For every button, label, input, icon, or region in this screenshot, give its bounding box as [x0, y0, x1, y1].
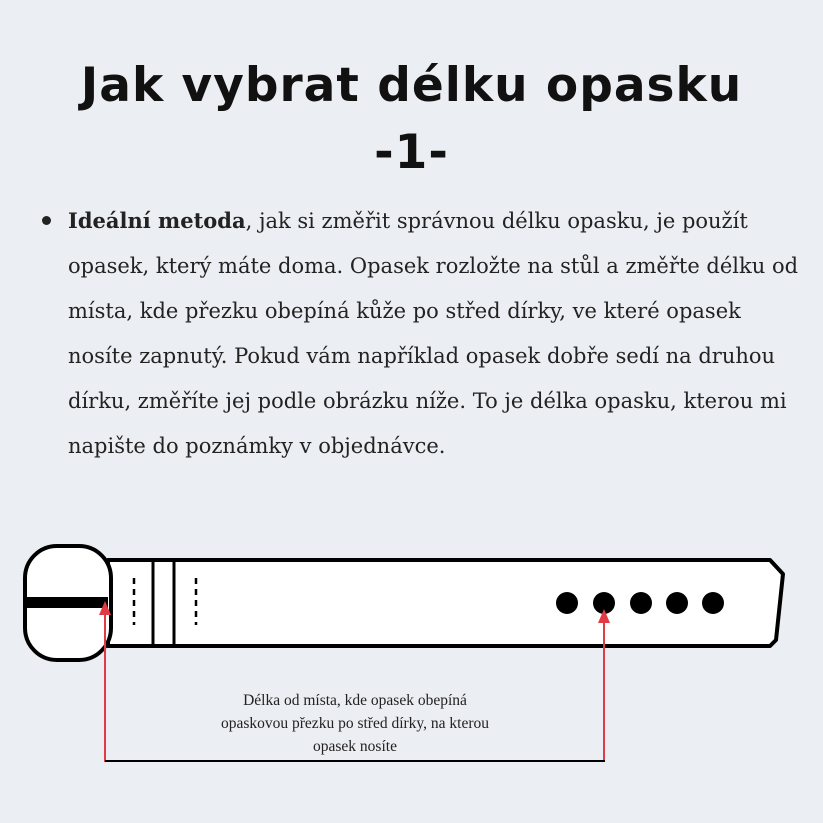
caption-line-2: opaskovou přezku po střed dírky, na kterou [220, 715, 490, 732]
bullet-paragraph [68, 198, 812, 469]
belt-hole [666, 592, 688, 614]
belt-hole [702, 592, 724, 614]
bullet-bold-lead: Ideální metoda [68, 208, 246, 233]
buckle-prong [25, 597, 108, 608]
measurement-caption [180, 689, 530, 758]
belt-hole [556, 592, 578, 614]
belt-hole [630, 592, 652, 614]
caption-line-1: Délka od místa, kde opasek obepíná [243, 692, 467, 709]
page-title [0, 52, 823, 186]
bullet-body: , jak si změřit správnou délku opasku, je použít opasek, který máte doma. Opasek rozložte na stůl a změřte délku od místa, kde přezku obepíná kůže po střed dírky, ve které opasek nosíte zapnutý. Pokud vám například opasek dobře sedí na druhou dírku, změříte jej podle obrázku níže. To je délka opasku, kterou mi napište do poznámky v objednávce. [68, 209, 799, 458]
bullet-dot-icon [42, 216, 51, 225]
title-line-1: Jak vybrat délku opasku [80, 58, 743, 113]
caption-line-3: opasek nosíte [313, 738, 397, 755]
title-line-2: -1- [374, 125, 449, 180]
belt-diagram [0, 540, 823, 823]
